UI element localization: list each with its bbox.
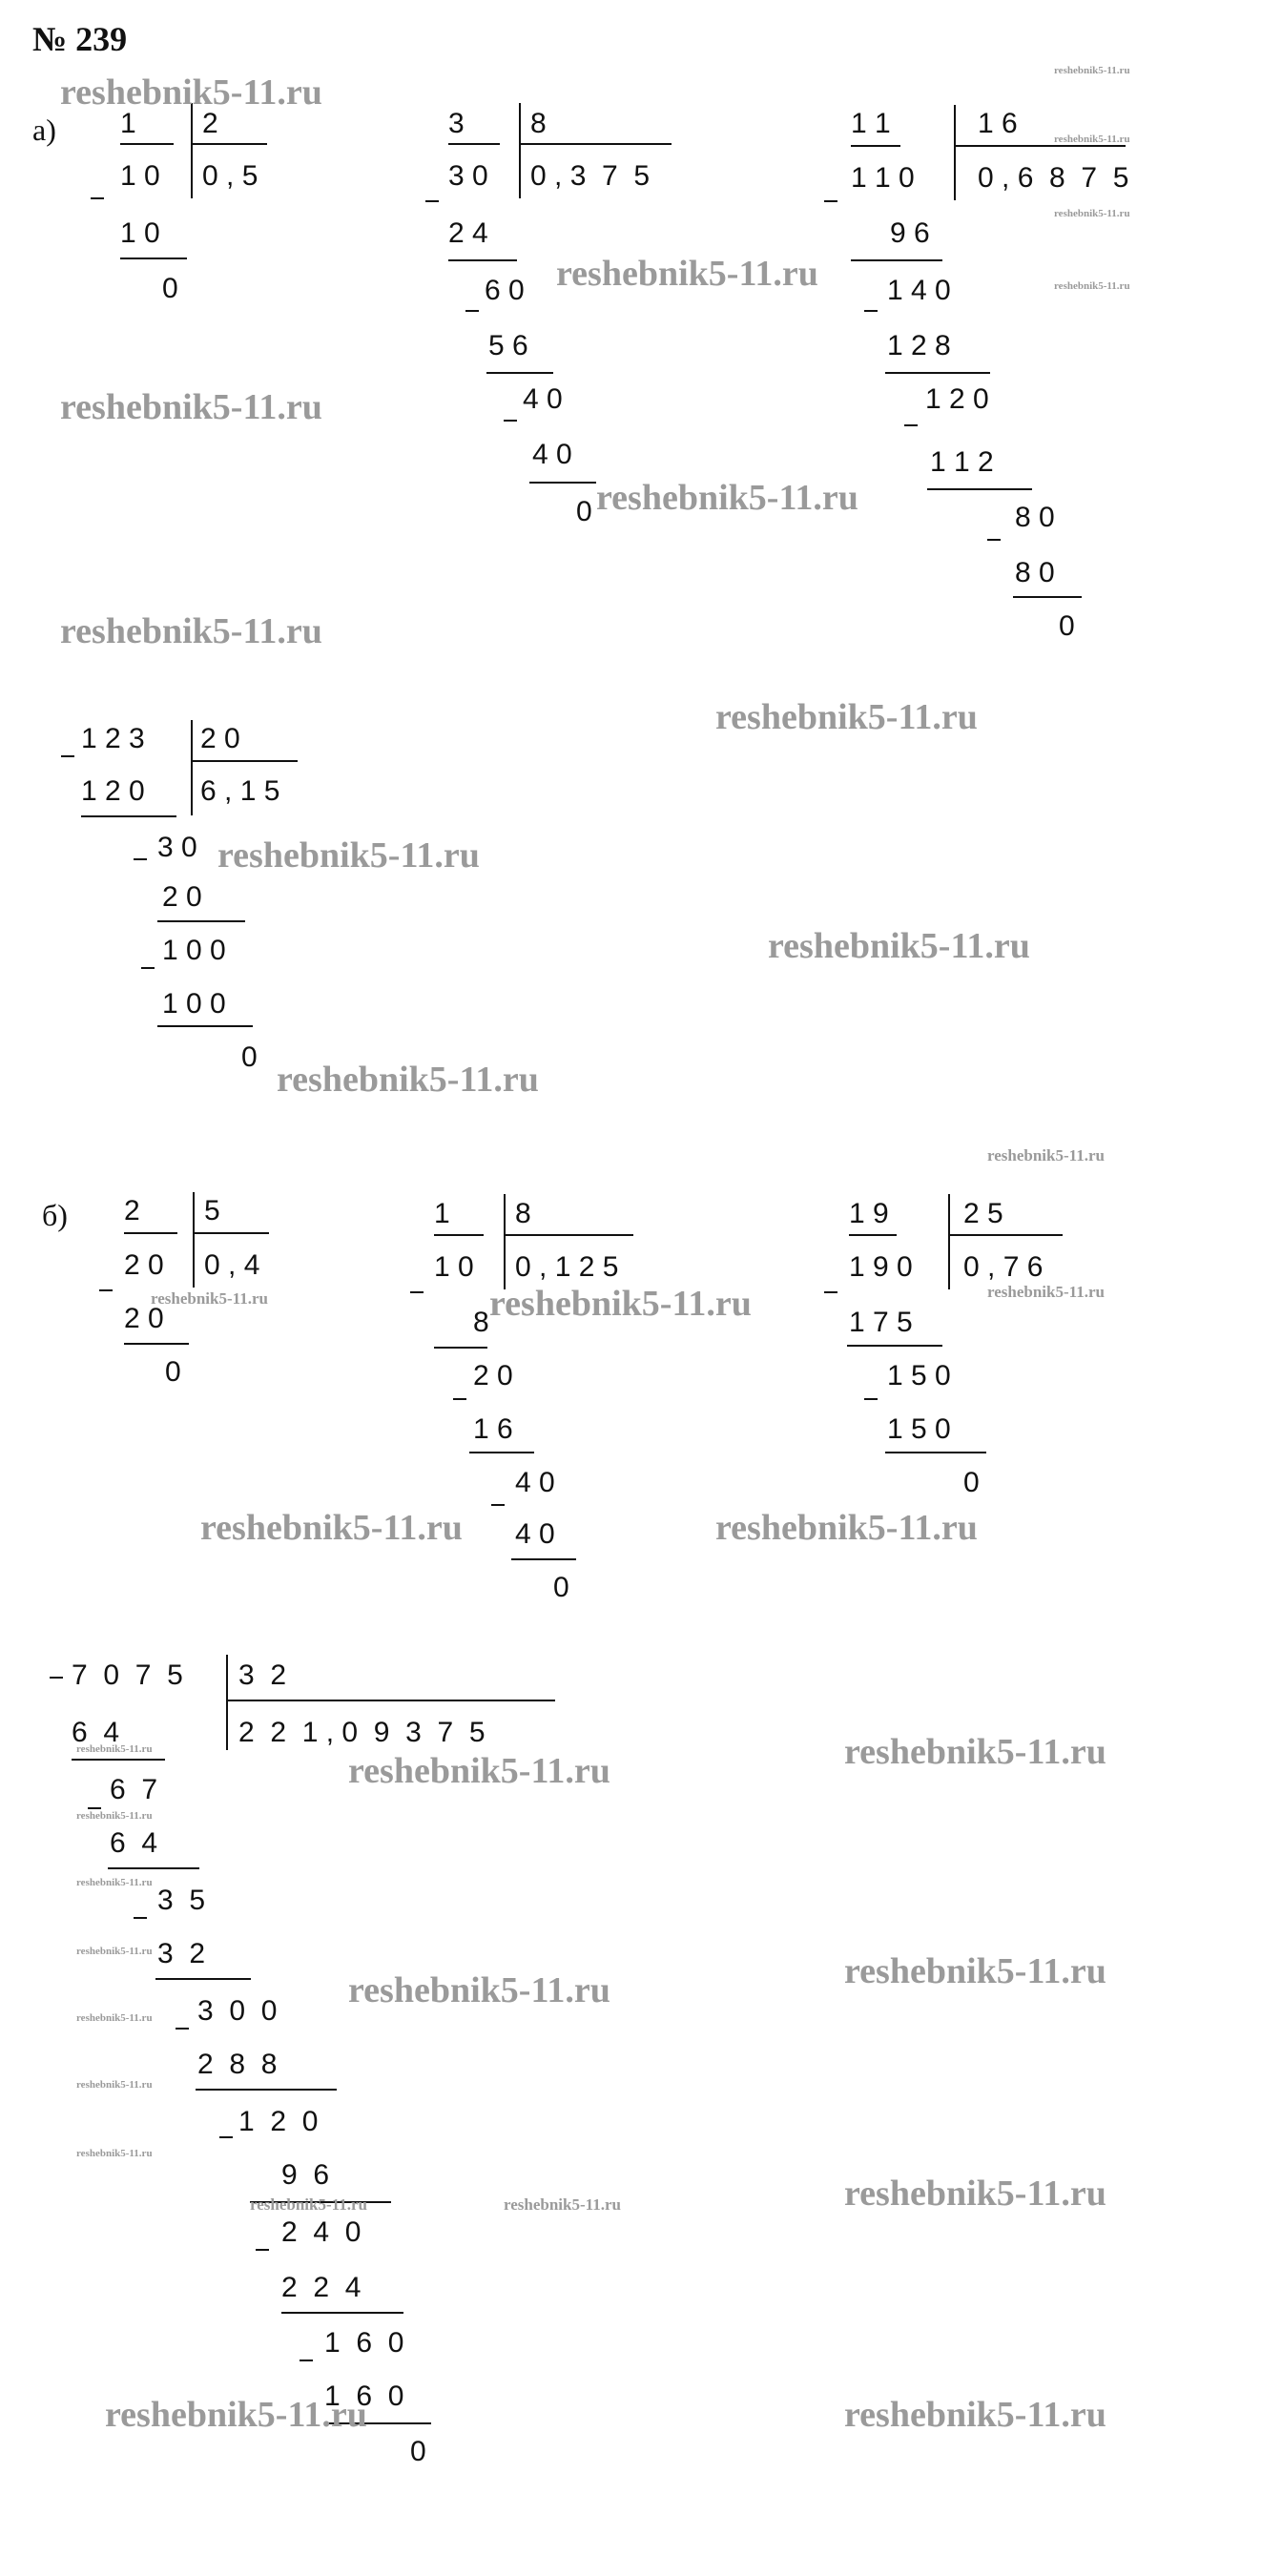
watermark: reshebnik5-11.ru — [504, 2195, 621, 2214]
divisor: 5 — [204, 1195, 220, 1226]
remainder: 0 — [576, 496, 592, 527]
rule — [469, 1452, 534, 1453]
product: 9 6 — [281, 2159, 330, 2191]
divisor: 8 — [530, 108, 547, 139]
watermark: reshebnik5-11.ru — [987, 1146, 1105, 1164]
partial-dividend: 1 9 0 — [849, 1251, 913, 1283]
remainder: 4 0 — [523, 383, 563, 415]
watermark: reshebnik5-11.ru — [277, 1060, 539, 1100]
rule — [108, 1867, 199, 1869]
minus-sign — [465, 310, 479, 312]
divisor-rule — [504, 1234, 633, 1236]
rule — [157, 920, 245, 922]
rule — [511, 1558, 576, 1560]
product: 3 2 — [157, 1938, 206, 1969]
product: 2 2 4 — [281, 2272, 362, 2303]
rule — [448, 259, 517, 261]
minus-sign — [88, 1807, 101, 1809]
rule — [434, 1234, 484, 1236]
dividend: 1 — [434, 1198, 450, 1229]
product: 1 7 5 — [849, 1307, 913, 1338]
divisor: 2 — [202, 108, 218, 139]
quotient: 0 , 6 8 7 5 — [978, 162, 1129, 194]
remainder: 0 — [162, 273, 178, 304]
partial-dividend: 1 1 0 — [851, 162, 915, 194]
remainder: 4 0 — [515, 1467, 555, 1498]
watermark: reshebnik5-11.ru — [217, 835, 480, 876]
rule — [157, 1025, 253, 1027]
watermark: reshebnik5-11.ru — [715, 1508, 978, 1548]
divisor-rule — [191, 760, 298, 762]
product: 1 6 — [473, 1413, 513, 1445]
remainder: 1 4 0 — [887, 275, 951, 306]
dividend: 2 — [124, 1195, 140, 1226]
quotient: 0 , 7 6 — [963, 1251, 1044, 1283]
minus-sign — [300, 2360, 313, 2361]
partial-dividend: 1 0 — [120, 160, 160, 192]
watermark: reshebnik5-11.ru — [348, 1751, 610, 1791]
divisor: 3 2 — [238, 1659, 287, 1691]
dividend: 1 — [120, 108, 136, 139]
watermark: reshebnik5-11.ru — [60, 72, 322, 113]
divisor: 2 5 — [963, 1198, 1003, 1229]
divisor: 2 0 — [200, 723, 240, 754]
quotient: 0 , 4 — [204, 1249, 260, 1281]
watermark: reshebnik5-11.ru — [200, 1508, 463, 1548]
divisor-rule — [954, 145, 1126, 147]
remainder: 1 2 0 — [238, 2106, 319, 2137]
remainder: 6 7 — [110, 1774, 158, 1805]
product: 6 4 — [72, 1717, 120, 1748]
remainder: 3 5 — [157, 1885, 206, 1916]
remainder: 2 4 0 — [281, 2216, 362, 2248]
product: 6 4 — [110, 1827, 158, 1859]
product: 1 0 — [120, 217, 160, 249]
rule — [434, 1347, 487, 1349]
rule — [81, 815, 176, 817]
partial-dividend: 2 0 — [124, 1249, 164, 1281]
product: 2 0 — [162, 881, 202, 913]
divisor-rule — [191, 143, 267, 145]
watermark: reshebnik5-11.ru — [489, 1284, 752, 1324]
minus-sign — [61, 755, 74, 757]
remainder: 0 — [410, 2436, 426, 2467]
dividend: 1 9 — [849, 1198, 889, 1229]
minus-sign — [904, 424, 918, 426]
minus-sign — [453, 1398, 466, 1400]
watermark: reshebnik5-11.ru — [596, 478, 858, 518]
watermark: reshebnik5-11.ru — [987, 1283, 1105, 1301]
remainder: 1 6 0 — [324, 2327, 404, 2359]
remainder: 2 0 — [473, 1360, 513, 1391]
divisor: 1 6 — [978, 108, 1018, 139]
remainder: 3 0 — [157, 832, 197, 863]
remainder: 0 — [241, 1041, 258, 1073]
division-bar — [191, 720, 193, 815]
divisor-rule — [193, 1232, 269, 1234]
product: 8 0 — [1015, 557, 1055, 588]
watermark: reshebnik5-11.ru — [76, 1743, 153, 1755]
minus-sign — [91, 197, 104, 199]
remainder: 6 0 — [485, 275, 525, 306]
rule — [155, 1978, 251, 1980]
dividend: 1 1 — [851, 108, 891, 139]
quotient: 6 , 1 5 — [200, 775, 280, 807]
part-a-label: а) — [32, 113, 56, 147]
rule — [120, 143, 174, 145]
division-bar — [226, 1655, 228, 1750]
watermark: reshebnik5-11.ru — [768, 926, 1030, 966]
division-bar — [519, 103, 521, 198]
rule — [281, 2312, 403, 2314]
product: 8 — [473, 1307, 489, 1338]
rule — [448, 143, 500, 145]
quotient: 2 2 1 , 0 9 3 7 5 — [238, 1717, 486, 1748]
watermark: reshebnik5-11.ru — [348, 1970, 610, 2010]
product: 2 4 — [448, 217, 488, 249]
partial-dividend: 1 2 0 — [81, 775, 145, 807]
watermark: reshebnik5-11.ru — [76, 2012, 153, 2024]
product: 1 2 8 — [887, 330, 951, 361]
watermark: reshebnik5-11.ru — [250, 2195, 367, 2214]
product: 4 0 — [515, 1518, 555, 1550]
minus-sign — [410, 1291, 424, 1293]
rule — [851, 259, 942, 261]
watermark: reshebnik5-11.ru — [60, 611, 322, 651]
watermark: reshebnik5-11.ru — [151, 1289, 268, 1308]
minus-sign — [864, 310, 878, 312]
watermark: reshebnik5-11.ru — [105, 2395, 367, 2435]
watermark: reshebnik5-11.ru — [76, 1810, 153, 1822]
minus-sign — [141, 967, 155, 969]
product: 2 0 — [124, 1303, 164, 1334]
minus-sign — [99, 1289, 113, 1291]
product: 1 6 0 — [324, 2380, 404, 2412]
remainder: 0 — [1059, 610, 1075, 642]
quotient: 0 , 1 2 5 — [515, 1251, 619, 1283]
minus-sign — [824, 200, 837, 202]
product: 1 1 2 — [930, 446, 994, 478]
watermark: reshebnik5-11.ru — [1054, 65, 1130, 76]
divisor-rule — [519, 143, 672, 145]
rule — [124, 1343, 189, 1345]
minus-sign — [504, 420, 517, 422]
minus-sign — [134, 858, 147, 860]
rule — [1013, 596, 1082, 598]
product: 2 8 8 — [197, 2049, 278, 2080]
minus-sign — [824, 1291, 837, 1293]
watermark: reshebnik5-11.ru — [1054, 280, 1130, 292]
remainder: 1 2 0 — [925, 383, 989, 415]
rule — [196, 2089, 337, 2091]
divisor-rule — [226, 1700, 555, 1701]
part-b-label: б) — [42, 1198, 68, 1232]
minus-sign — [864, 1398, 878, 1400]
minus-sign — [134, 1917, 147, 1919]
watermark: reshebnik5-11.ru — [1054, 134, 1130, 145]
watermark: reshebnik5-11.ru — [76, 2079, 153, 2091]
rule — [885, 1452, 986, 1453]
watermark: reshebnik5-11.ru — [556, 254, 818, 294]
watermark: reshebnik5-11.ru — [76, 1946, 153, 1957]
remainder: 3 0 0 — [197, 1995, 278, 2027]
remainder: 0 — [553, 1572, 569, 1603]
minus-sign — [425, 200, 439, 202]
remainder: 1 0 0 — [162, 935, 226, 966]
division-bar — [954, 105, 956, 200]
rule — [847, 1345, 942, 1347]
minus-sign — [987, 539, 1001, 541]
partial-dividend: 1 0 — [434, 1251, 474, 1283]
rule — [851, 145, 900, 147]
minus-sign — [256, 2249, 269, 2251]
watermark: reshebnik5-11.ru — [844, 1732, 1106, 1772]
watermark: reshebnik5-11.ru — [844, 2395, 1106, 2435]
rule — [885, 372, 990, 374]
rule — [486, 372, 553, 374]
division-bar — [191, 103, 193, 198]
watermark: reshebnik5-11.ru — [76, 1877, 153, 1888]
product: 1 5 0 — [887, 1413, 951, 1445]
minus-sign — [50, 1677, 63, 1679]
rule — [120, 258, 187, 259]
watermark: reshebnik5-11.ru — [1054, 208, 1130, 219]
dividend: 7 0 7 5 — [72, 1659, 183, 1691]
divisor: 8 — [515, 1198, 531, 1229]
exercise-number: № 239 — [32, 20, 128, 58]
product: 4 0 — [532, 439, 572, 470]
rule — [927, 488, 1032, 490]
watermark: reshebnik5-11.ru — [60, 387, 322, 427]
watermark: reshebnik5-11.ru — [844, 1951, 1106, 1991]
remainder: 0 — [165, 1356, 181, 1388]
minus-sign — [219, 2136, 233, 2138]
dividend: 1 2 3 — [81, 723, 145, 754]
division-bar — [193, 1192, 195, 1288]
rule — [72, 1759, 165, 1761]
divisor-rule — [948, 1234, 1063, 1236]
rule — [849, 1234, 897, 1236]
dividend: 3 — [448, 108, 465, 139]
quotient: 0 , 3 7 5 — [530, 160, 651, 192]
watermark: reshebnik5-11.ru — [844, 2174, 1106, 2214]
rule — [124, 1232, 177, 1234]
quotient: 0 , 5 — [202, 160, 258, 192]
remainder: 0 — [963, 1467, 980, 1498]
division-bar — [504, 1194, 506, 1289]
remainder: 1 5 0 — [887, 1360, 951, 1391]
product: 1 0 0 — [162, 988, 226, 1020]
product: 5 6 — [488, 330, 528, 361]
product: 9 6 — [890, 217, 930, 249]
watermark: reshebnik5-11.ru — [715, 697, 978, 737]
partial-dividend: 3 0 — [448, 160, 488, 192]
watermark: reshebnik5-11.ru — [76, 2148, 153, 2159]
rule — [529, 482, 596, 484]
minus-sign — [491, 1504, 505, 1506]
remainder: 8 0 — [1015, 502, 1055, 533]
division-bar — [948, 1194, 950, 1289]
minus-sign — [176, 2028, 189, 2030]
